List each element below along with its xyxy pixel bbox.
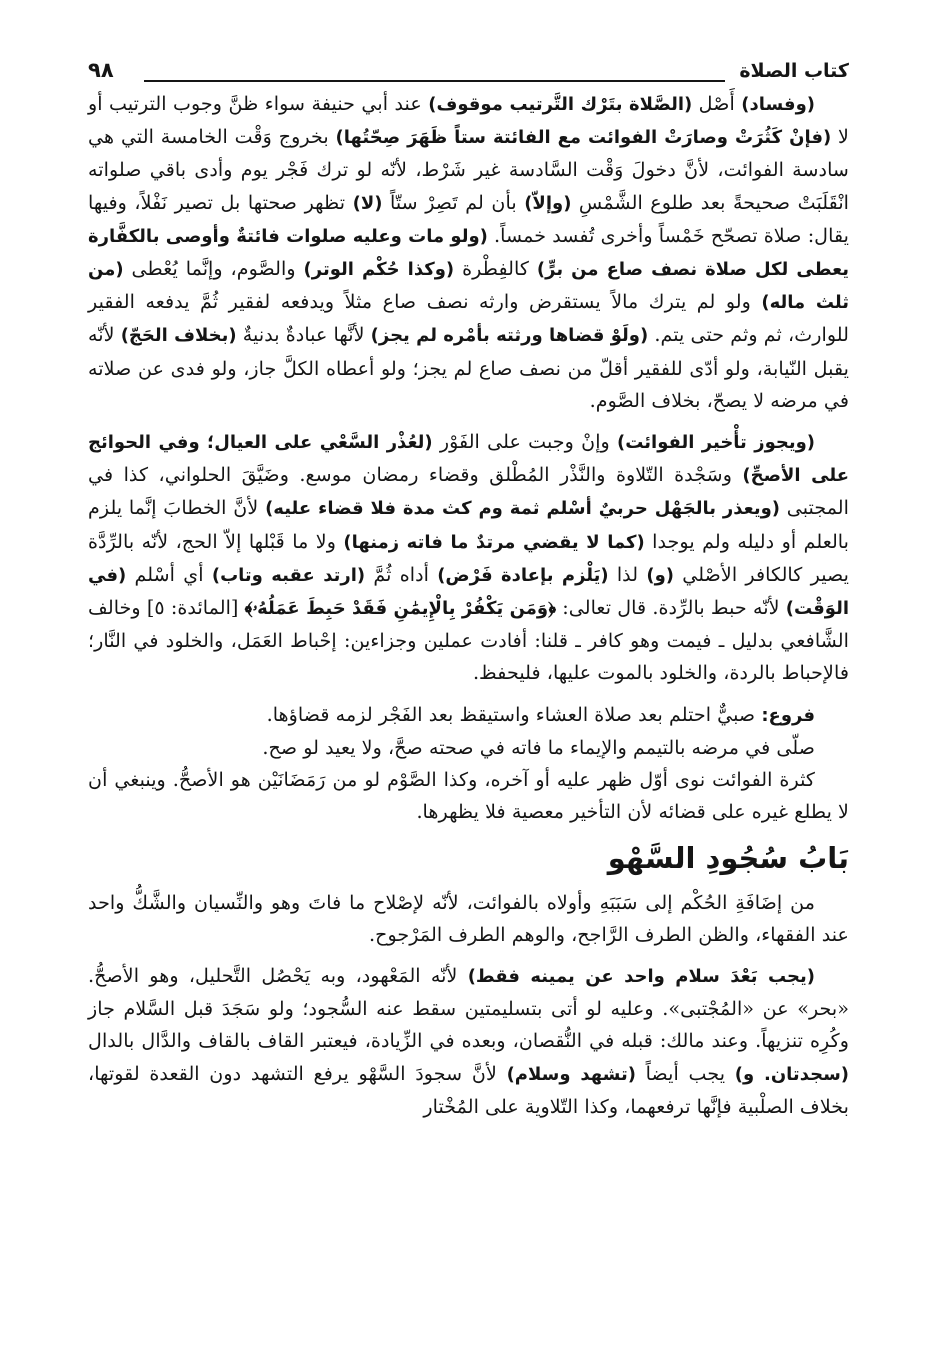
paragraph-missed-prayers xyxy=(88,88,849,417)
commentary-text: عند أبي حنيفة سواء ظنَّ وجوب الترتيب أو لا xyxy=(88,92,849,149)
commentary-text: وسَجْدة التّلاوة والنَّذْر المُطْلق وقضاء رمضان موسع. وضَيَّقَ الحلواني، كذا في المجتبى xyxy=(88,463,849,520)
commentary-text: كالفِطْرة xyxy=(454,257,537,281)
matn-text: (ارتد عقبه وتاب) xyxy=(211,564,366,586)
matn-text: (وإلاّ) xyxy=(524,192,572,214)
quran-verse: ﴿وَمَن يَكْفُرْ بِالْإِيمَٰنِ فَقَدْ حَبِطَ عَمَلُهُۥ﴾ xyxy=(244,598,557,620)
commentary-text: بخروج وَقْت الخامسة التي هي سادسة الفوائت، لأنَّ دخولَ وَقْت السَّادسة غير شَرْط، لأنّه لو ترك فَجْر يوم وأدى باقي صلواته انْقَلَبَتْ صحيحةً بعد طلوع الشَّمْسِ xyxy=(88,125,849,214)
commentary-text: أَصْل xyxy=(692,92,742,115)
paragraph-furu-3: كثرة الفوائت نوى أوّل ظهر عليه أو آخره، وكذا الصَّوْم لو من رَمَضَانَيْن هو الأصحُّ. وينبغي أن لا يطلع غيره على قضائه لأن التأخير معصية فلا يظهرها. xyxy=(88,768,849,824)
commentary-text: تظهر صحتها بل تصير نَفْلاً، وفيها يقال: صلاة تصحّح خَمْساً وأخرى تُفسد خمساً. xyxy=(88,190,849,247)
matn-text: (وكذا حُكْم الوتر) xyxy=(303,259,455,281)
matn-text: (يجب بَعْدَ سلام واحد عن يمينه فقط) xyxy=(467,966,815,988)
page-body xyxy=(88,88,849,1123)
matn-text: (تشهد وسلام) xyxy=(506,1063,636,1085)
page-header xyxy=(88,58,849,88)
commentary-text: وإنْ وجبت على الفَوْر xyxy=(432,430,618,454)
commentary-text: أي أسْلم xyxy=(126,562,212,586)
paragraph-furu-1 xyxy=(88,699,849,732)
commentary-text: لأنّه يقبل النّيابة، ولو أدّى للفقير أقلّ من نصف صاع لم يجز؛ ولو أعطاه الكلَّ جاز، ولو فدى عن صلاته في مرضه لا يصحّ، بخلاف الصَّوم. xyxy=(88,323,849,412)
matn-text: (فإنْ كَثُرَتْ وصارَتْ الفوائت مع الفائتة ستاً ظَهَرَ صِحّتُها) xyxy=(335,127,832,149)
matn-text: (كما لا يقضي مرتدٌ ما فاته زمنها) xyxy=(343,531,645,553)
commentary-text: ولو لم يترك مالاً يستقرض وارثه نصف صاع مثلاً ويدفعه لفقير ثُمَّ يدفعه الفقير للوارث، ثم وثم حتى يتم. xyxy=(88,290,849,347)
matn-text: (بخلاف الحَجّ) xyxy=(120,325,237,347)
matn-text: (في الوَقْت) xyxy=(88,564,849,620)
chapter-title: بَابُ سُجُودِ السَّهْو xyxy=(607,841,849,876)
furu-label: فروع: xyxy=(761,704,815,726)
matn-text: (ولَوْ قضاها ورثته بأمْره لم يجز) xyxy=(370,325,649,347)
commentary-text: لأنَّها عبادةٌ بدنيةٌ xyxy=(236,323,371,347)
page-number: ٩٨ xyxy=(88,58,114,82)
paragraph-chapter-intro: من إضَافَةِ الحُكْم إلى سَبَبَهِ وأولاه بالفوائت، لأنّه لإصْلاح ما فاتَ وهو والنِّسيان والشَّكُّ واحد عند الفقهاء، والظن الطرف الرَّاجح، والوهم الطرف المَرْجوح. xyxy=(88,890,849,946)
commentary-text: صبيٌّ احتلم بعد صلاة العشاء واستيقظ بعد الفَجْر لزمه قضاؤها. xyxy=(266,702,762,726)
commentary-text: بأن لم تَصِرْ ستّاً xyxy=(382,190,525,214)
matn-text: (سجدتان. و) xyxy=(734,1063,849,1085)
commentary-text: أداه ثُمَّ xyxy=(365,562,438,586)
commentary-text: والصَّوم، وإنَّما يُعْطى xyxy=(123,257,304,281)
matn-text: (لعُذْر السَّعْي على العيال؛ وفي الحوائج على الأصحِّ) xyxy=(88,432,849,487)
commentary-text: يجب أيضاً xyxy=(635,1061,735,1085)
matn-text: (وفساد) xyxy=(741,94,815,115)
matn-text: (ويعذر بالجَهْل حربيٌ أسْلم ثمة وم كث مدة فلا قضاء عليه) xyxy=(265,498,780,520)
matn-text: (و) xyxy=(646,564,674,586)
matn-text: (ويجوز تأْخير الفوائت) xyxy=(617,432,815,454)
paragraph-sahw-ruling xyxy=(88,960,849,1123)
header-rule xyxy=(144,80,725,82)
book-title: كتاب الصلاة xyxy=(739,60,849,82)
commentary-text: [المائدة: ٥] وخالف الشَّافعي بدليل ـ فيمت وهو كافر ـ قلنا: أفادت عملين وجزاءين: إحْباط العَمَل، والخلود في النَّار؛ فالإحباط بالردة، والخلود بالموت عليها، فليحفظ. xyxy=(88,596,849,685)
commentary-text: لذا xyxy=(608,562,647,586)
commentary-text: ولا ما قَبْلها إلاّ الحج، لأنّه بالرِّدَّة يصير كالكافر الأصْلي xyxy=(88,529,850,586)
matn-text: (لا) xyxy=(352,192,383,214)
paragraph-delay-prayers xyxy=(88,426,849,690)
commentary-text: لأنّه المَعْهود، وبه يَحْصُل التَّحليل، وهو الأصحُّ. «بحر» عن «المُجْتبى». وعليه لو أتى بتسليمتين سقط عنه السُّجود؛ ولو سَجَدَ قبل السَّلام جاز وكُرِه تنزيهاً. وعند مالك: قبله في النُّقصان، وبعده في الزِّيادة، فيعتبر القاف بالقاف والدَّال بالدال xyxy=(88,964,849,1053)
commentary-text: لأنّه حبط بالرِّدة. قال تعالى: xyxy=(556,596,786,620)
matn-text: (من ثلث ماله) xyxy=(88,259,849,314)
matn-text: (يَلْزم بإعادة فَرْض) xyxy=(437,564,609,586)
matn-text: (ولو مات وعليه صلوات فائتةٌ وأوصى بالكفَّارة يعطى لكل صلاة نصف صاع من برٍّ) xyxy=(88,225,849,281)
commentary-text: لأنَّ الخطابَ إنَّما يلزم بالعلم أو دليله ولم يوجدا xyxy=(88,496,849,553)
paragraph-furu-2: صلّى في مرضه بالتيمم والإيماء ما فاته في صحته صحَّ، ولا يعيد لو صح. xyxy=(262,735,815,759)
commentary-text: لأنَّ سجودَ السَّهْو يرفع التشهد دون القعدة لقوتها، بخلاف الصلْبية فإنَّها ترفعهما، وكذا التّلاوية على المُخْتار xyxy=(88,1061,849,1118)
matn-text: (الصَّلاة بتَرْك التَّرتيب موقوف) xyxy=(428,94,693,115)
